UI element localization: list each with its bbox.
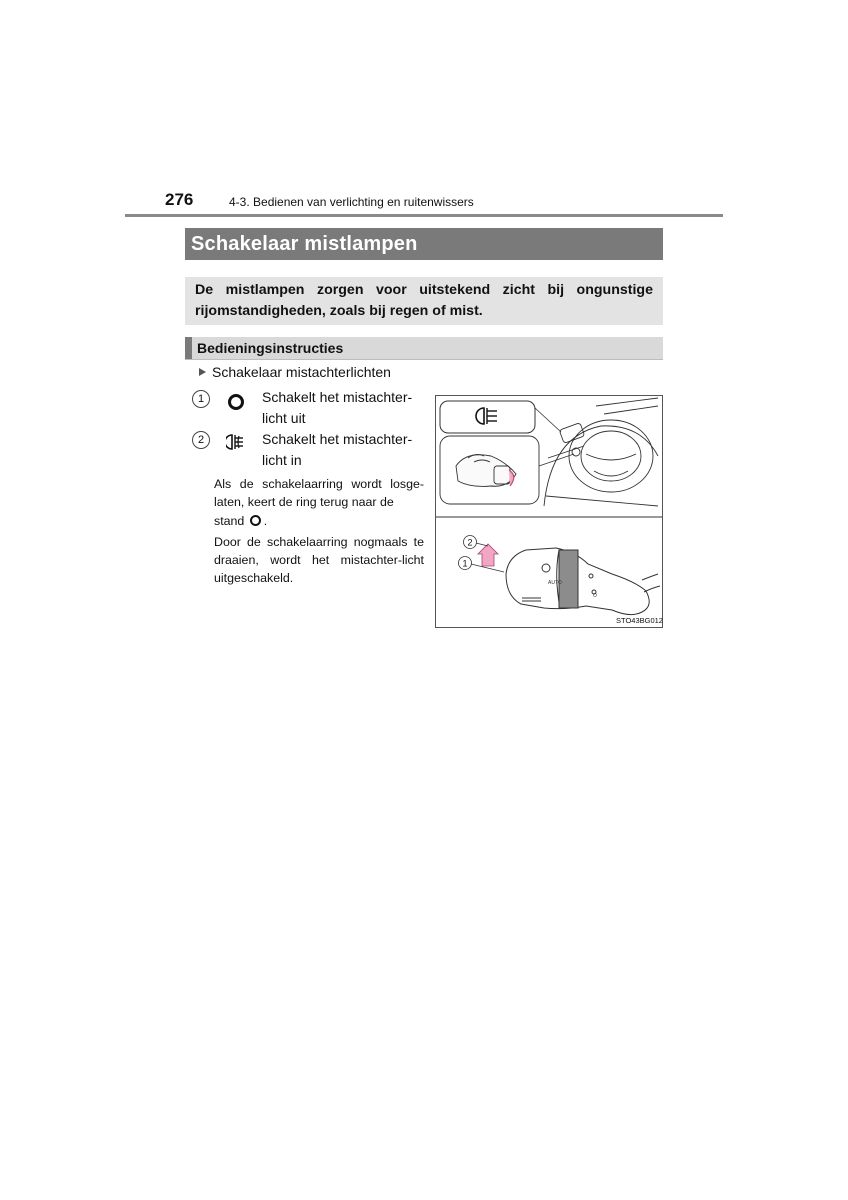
bullet-text: Schakelaar mistachterlichten	[212, 364, 391, 380]
figure-label-1: 1	[462, 558, 468, 569]
item-1-text: Schakelt het mistachter-licht uit	[262, 389, 413, 426]
bullet-triangle-icon	[199, 368, 206, 376]
figure-code: STO43BG012	[616, 616, 663, 625]
section-path: 4-3. Bedienen van verlichting en ruitenwissers	[229, 195, 474, 209]
ring-off-icon	[228, 394, 244, 410]
rear-fog-light-icon	[226, 434, 246, 450]
figure-label-2: 2	[467, 537, 473, 548]
header-rule	[125, 214, 723, 217]
note-1-end: .	[263, 514, 268, 528]
figure-panel	[435, 395, 663, 628]
hand-callout	[440, 436, 574, 504]
lever-mark-off: O	[593, 593, 597, 599]
ring-off-small-icon	[250, 515, 261, 526]
item-2-number: 2	[192, 431, 210, 449]
page-title: Schakelaar mistlampen	[185, 228, 663, 260]
subheading: Bedieningsinstructies	[185, 337, 663, 359]
note-1-stand: stand	[214, 514, 245, 528]
dashboard-drawing	[544, 398, 658, 506]
note-1-text: Als de schakelaarring wordt losge-laten, keert de ring terug naar de	[214, 477, 424, 509]
subheading-underline	[185, 359, 663, 360]
page-number: 276	[165, 190, 194, 209]
fog-icon-callout	[440, 401, 561, 433]
lever-drawing	[506, 548, 660, 615]
item-1-number: 1	[192, 390, 210, 408]
rotation-arrow-icon	[478, 544, 498, 566]
item-2-text: Schakelt het mistachter-licht in	[262, 431, 413, 468]
intro-box: De mistlampen zorgen voor uitstekend zicht bij ongunstige rijomstandigheden, zoals bij regen of mist.	[185, 277, 663, 325]
note-1-stand-line	[214, 512, 424, 530]
lever-mark-auto: AUTO	[548, 580, 562, 586]
note-2-text: Door de schakelaarring nogmaals te draaien, wordt het mistachter-licht uitgeschakeld.	[214, 535, 424, 585]
bullet-item	[199, 364, 391, 380]
figure-illustration	[436, 396, 662, 627]
